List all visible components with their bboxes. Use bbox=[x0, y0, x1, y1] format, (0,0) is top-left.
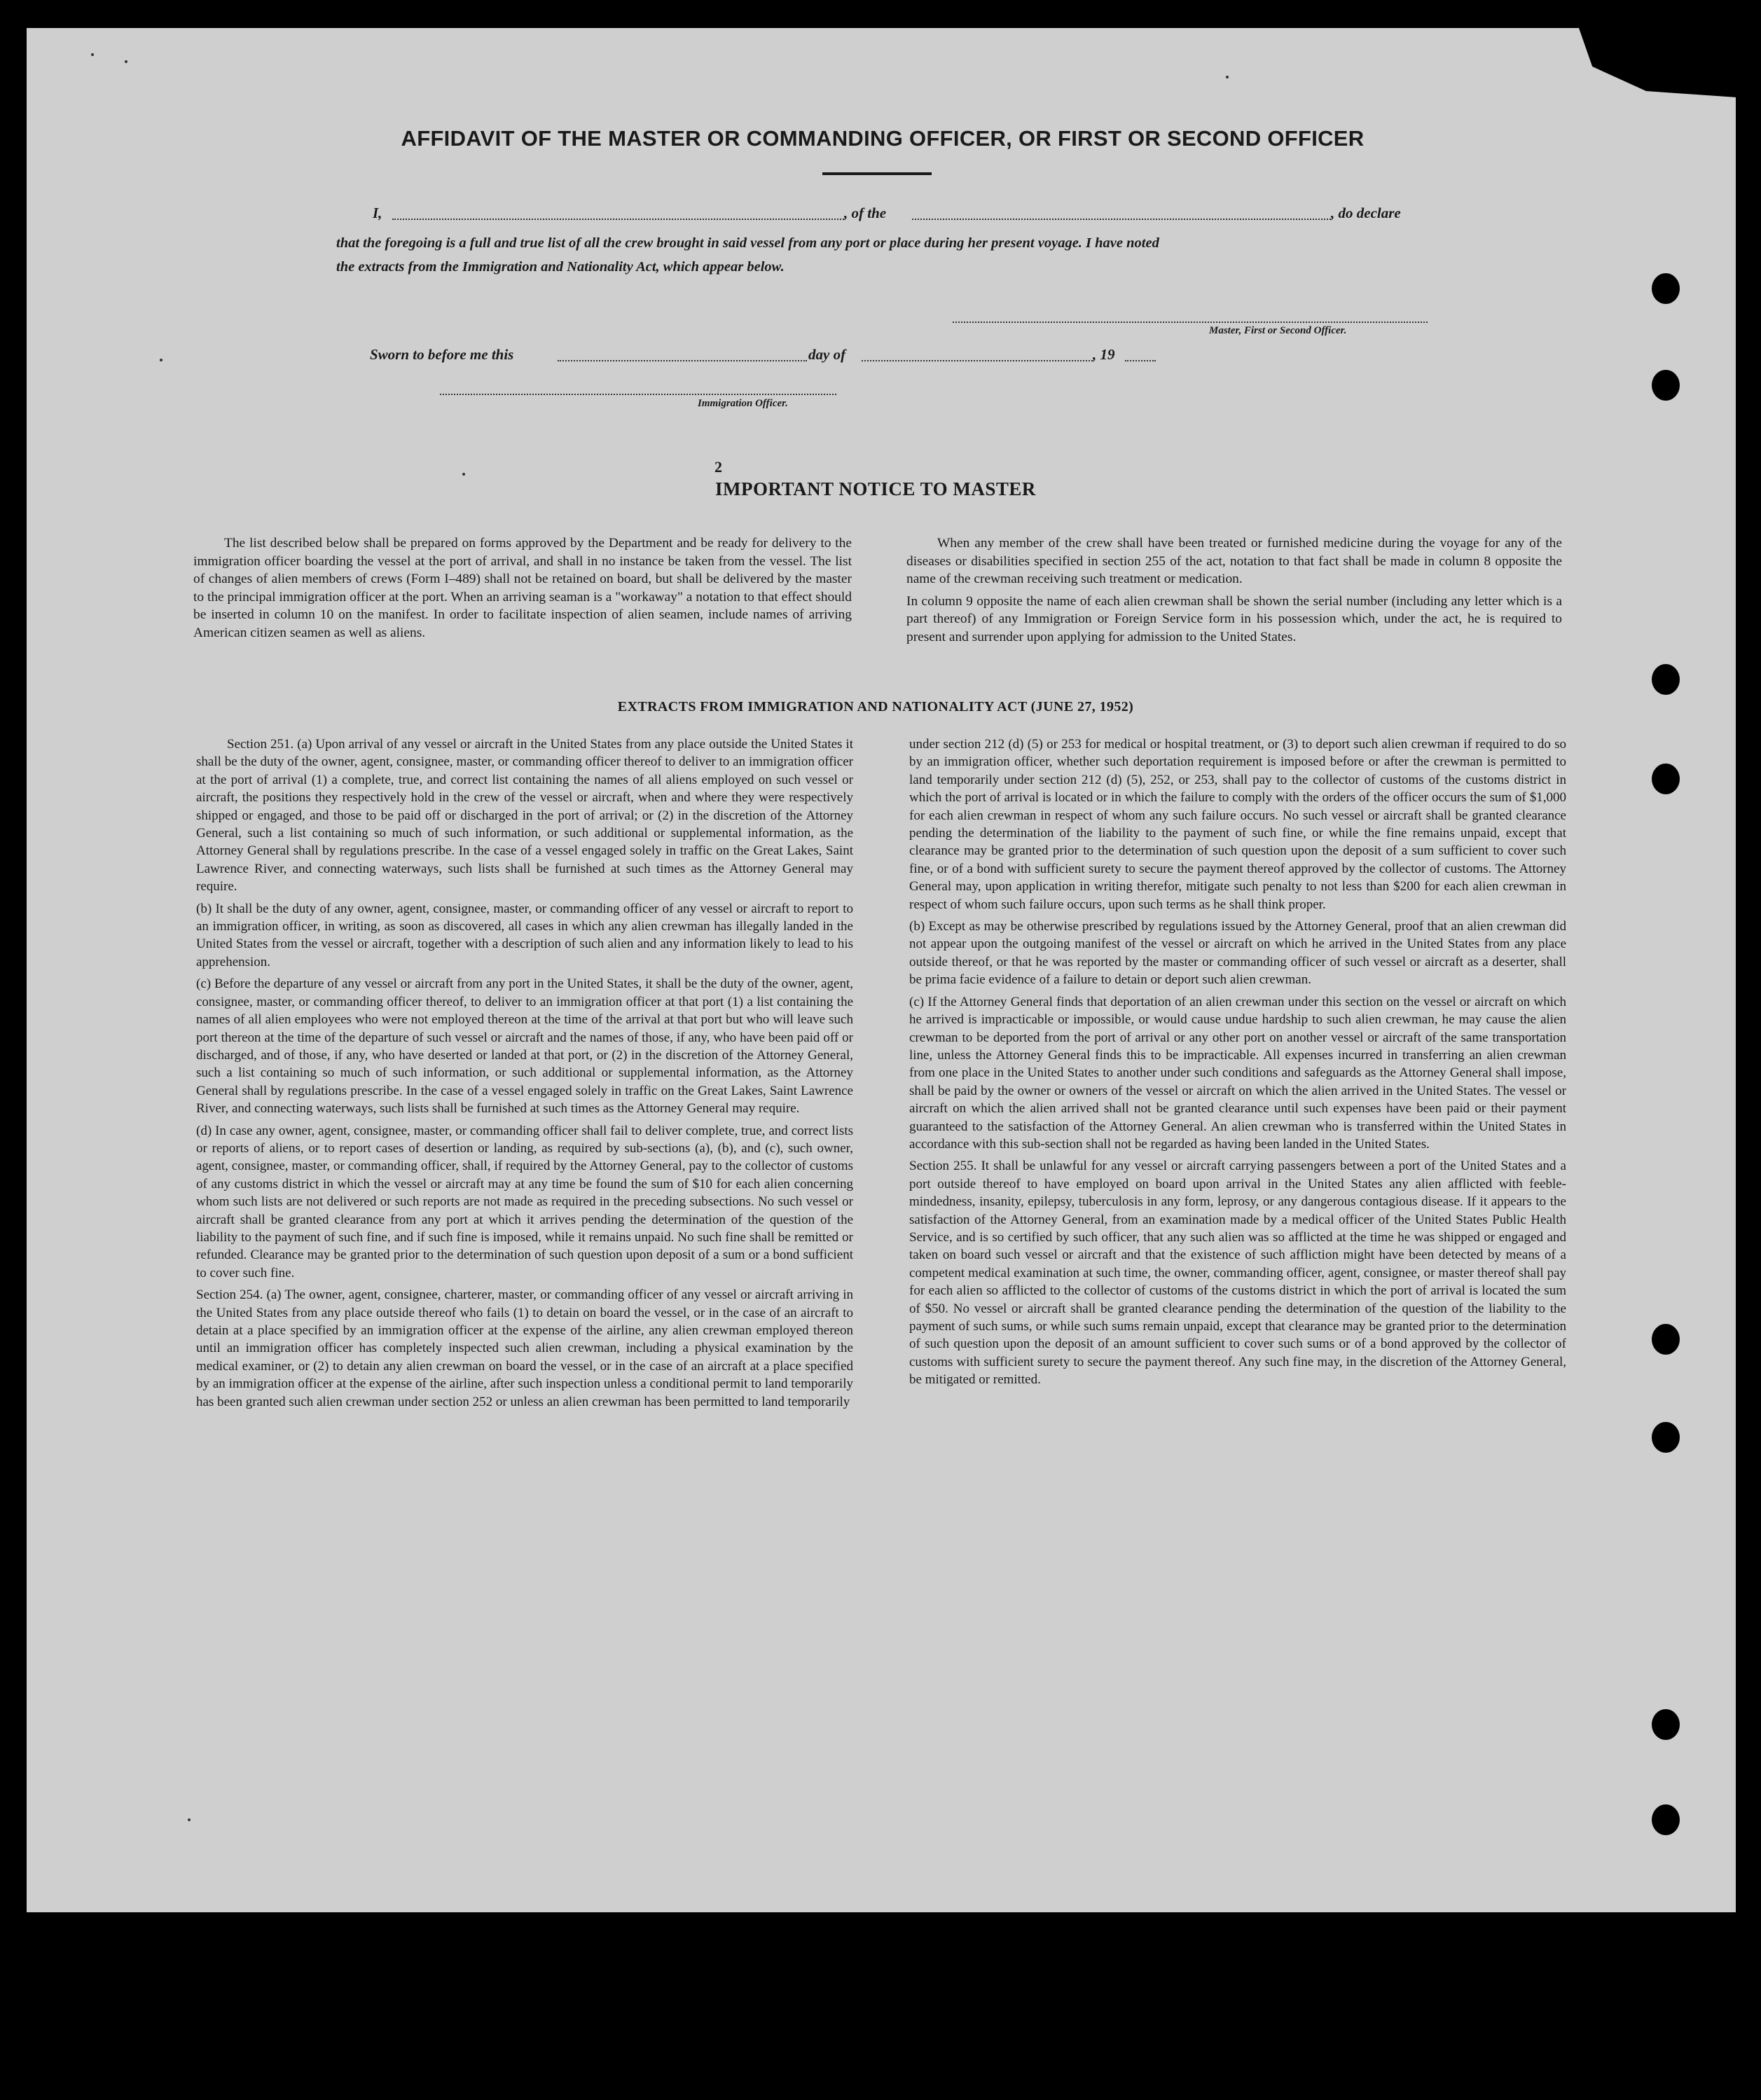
binder-hole bbox=[1652, 370, 1680, 401]
speck bbox=[188, 1818, 191, 1821]
affidavit-i-label: I, bbox=[373, 205, 382, 221]
notice-paragraph: When any member of the crew shall have been treated or furnished medicine during the voyage for any of the diseases or disabilities specified in section 255 of the act, notation to that fact shall be made in column 8 opposite the name of the crewman receiving such treatment or medication. bbox=[906, 536, 1562, 587]
act-paragraph: (b) It shall be the duty of any owner, agent, consignee, master, or commanding officer of any vessel or aircraft to report to an immigration officer, in writing, as soon as discovered, all cases in which any alien crewman has illegally landed in the United States from the vessel or aircraft, together with a description of such alien and any information likely to lead to his apprehension. bbox=[196, 901, 853, 969]
binder-hole bbox=[1652, 1422, 1680, 1453]
binder-hole bbox=[1652, 1804, 1680, 1835]
binder-hole bbox=[1652, 1709, 1680, 1740]
affidavit-title: AFFIDAVIT OF THE MASTER OR COMMANDING OFFICER, OR FIRST OR SECOND OFFICER bbox=[401, 126, 1365, 151]
sworn-label: Sworn to before me this bbox=[370, 346, 514, 363]
master-signature-label: Master, First or Second Officer. bbox=[1209, 325, 1347, 336]
do-declare-label: , do declare bbox=[1331, 205, 1401, 221]
immigration-officer-label: Immigration Officer. bbox=[698, 398, 788, 409]
act-paragraph: (c) Before the departure of any vessel or aircraft from any port in the United States, it shall be the duty of the owner, agent, consignee, master, or commanding officer thereof, to deliver to an immigration officer at that port (1) a list containing the names of all alien employees who were not employed thereon at the time of the arrival at that port but who will leave such port thereon at the time of the departure of such vessel or aircraft and the names of those, if any, who have been paid off or discharged, and of those, if any, who have deserted or landed at that port, or (2) in the discretion of the Attorney General, such a list containing so much of such information, or such additional or supplemental information, as the Attorney General shall by regulations prescribe. In the case of a vessel engaged solely in traffic on the Great Lakes, Saint Lawrence River, and connecting waterways, such lists shall be furnished at such times as the Attorney General may require. bbox=[196, 976, 853, 1117]
speck bbox=[125, 60, 127, 63]
declaration-line: that the foregoing is a full and true list of all the crew brought in said vessel from any port or place during her present voyage. I have noted bbox=[336, 235, 1159, 251]
act-paragraph: Section 254. (a) The owner, agent, consignee, charterer, master, or commanding officer of any vessel or aircraft arriving in the United States from any place outside thereof who fails (1) to detain on board the vessel, or in the case of an aircraft to detain at a place specified by an immigration officer at the expense of the airline, any alien crewman employed thereon until an immigration officer has completely inspected such alien crewman, including a physical examination by the medical examiner, or (2) to detain any alien crewman on board the vessel, or in the case of an aircraft at a place specified by an immigration officer at the expense of the airline, after such inspection unless a conditional permit to land temporarily has been granted such alien crewman under section 252 or unless an alien crewman has been permitted to land temporarily bbox=[196, 1287, 853, 1409]
name-field[interactable] bbox=[392, 219, 844, 220]
page-number: 2 bbox=[714, 458, 722, 476]
act-paragraph: Section 251. (a) Upon arrival of any vessel or aircraft in the United States from any place outside the United States it shall be the duty of the owner, agent, consignee, master, or commanding officer thereof to deliver to an immigration officer at the port of arrival (1) a complete, true, and correct list containing the names of all aliens employed on such vessel or aircraft, the positions they respectively hold in the crew of the vessel or aircraft, when and where they were respectively shipped or engaged, and those to be paid off or discharged in the port of arrival; or (2) in the discretion of the Attorney General, such a list containing so much of such information, or such additional or supplemental information, as the Attorney General shall by regulations prescribe. In the case of a vessel engaged solely in traffic on the Great Lakes, Saint Lawrence River, and connecting waterways, such lists shall be furnished at such times as the Attorney General may require. bbox=[196, 737, 853, 894]
extracts-left-column bbox=[196, 735, 853, 1411]
master-signature-line[interactable] bbox=[953, 322, 1428, 323]
notice-right-column bbox=[906, 534, 1562, 647]
sworn-month-field[interactable] bbox=[862, 360, 1093, 361]
sworn-day-field[interactable] bbox=[558, 360, 807, 361]
binder-hole bbox=[1652, 1324, 1680, 1355]
extracts-heading: EXTRACTS FROM IMMIGRATION AND NATIONALITY ACT (JUNE 27, 1952) bbox=[617, 699, 1134, 714]
speck bbox=[91, 53, 94, 56]
binder-hole bbox=[1652, 273, 1680, 304]
declaration-line: the extracts from the Immigration and Nationality Act, which appear below. bbox=[336, 259, 785, 275]
act-paragraph: (c) If the Attorney General finds that deportation of an alien crewman under this section on the vessel or aircraft on which he arrived is impracticable or impossible, or would cause undue hardship to such alien crewman, he may cause the alien crewman to be deported from the port of arrival or any other port on another vessel or aircraft of the same transportation line, unless the Attorney General finds this to be impracticable. All expenses incurred in transferring an alien crewman from one place in the United States to another under such conditions and safeguards as the Attorney General shall impose, shall be paid by the owner or owners of the vessel or aircraft on which the alien arrived in the United States. The vessel or aircraft on which the alien arrived shall not be granted clearance until such expenses have been paid or their payment guaranteed to the satisfaction of the Attorney General. An alien crewman who is transferred within the United States in accordance with this sub-section shall not be regarded as having been landed in the United States. bbox=[909, 994, 1566, 1152]
speck bbox=[160, 359, 163, 361]
day-of-label: day of bbox=[808, 346, 846, 363]
speck bbox=[462, 473, 465, 476]
act-paragraph: under section 212 (d) (5) or 253 for medical or hospital treatment, or (3) to deport such alien crewman if required to do so by an immigration officer, whether such deportation requirement is imposed before or after the crewman is permitted to land temporarily under section 212 (d) (5), 252, or 253, shall pay to the collector of customs of the customs district in which the port of arrival is located or in which the failure to comply with the orders of the officer occurs the sum of $1,000 for each alien crewman in respect of whom any such failure occurs. No such vessel or aircraft shall be granted clearance pending the determination of the liability to the payment of such fine, or while the fine remains unpaid, except that clearance may be granted prior to the determination of such question upon the deposit of a sum sufficient to cover such fine, or of a bond with sufficient surety to secure the payment thereof approved by the collector of customs. The Attorney General may, upon application in writing therefor, mitigate such penalty to not less than $200 for each alien crewman in respect of whom such failure occurs, upon such terms as he shall think proper. bbox=[909, 737, 1566, 912]
title-underline bbox=[822, 172, 932, 175]
notice-paragraph: In column 9 opposite the name of each alien crewman shall be shown the serial number (including any letter which is a part thereof) of any Immigration or Foreign Service form in his possession which, under the act, he is required to present and surrender upon applying for admission to the United States. bbox=[906, 593, 1562, 644]
notice-left-column bbox=[193, 534, 852, 642]
vessel-field[interactable] bbox=[912, 219, 1331, 220]
immigration-officer-signature-line[interactable] bbox=[440, 394, 836, 395]
notice-heading: IMPORTANT NOTICE TO MASTER bbox=[715, 478, 1036, 499]
notice-paragraph: The list described below shall be prepared on forms approved by the Department and be ready for delivery to the immigration officer boarding the vessel at the port of arrival, and shall in no instance be taken from the vessel. The list of changes of alien members of crews (Form I–489) shall not be retained on board, but shall be delivered by the master to the principal immigration officer at the port. When an arriving seaman is a "workaway" a notation to that effect should be inserted in column 10 on the manifest. In order to facilitate inspection of alien seamen, include names of arriving American citizen seamen as well as aliens. bbox=[193, 536, 852, 640]
speck bbox=[1226, 76, 1229, 78]
act-paragraph: (b) Except as may be otherwise prescribed by regulations issued by the Attorney General, proof that an alien crewman did not appear upon the outgoing manifest of the vessel or aircraft on which he arrived in the United States from any place outside thereof, or that he was reported by the master or commanding officer of such vessel or aircraft as a deserter, shall be prima facie evidence of a failure to detain or deport such alien crewman. bbox=[909, 919, 1566, 988]
binder-hole bbox=[1652, 764, 1680, 794]
extracts-right-column bbox=[909, 735, 1566, 1389]
sworn-year-field[interactable] bbox=[1125, 360, 1156, 361]
act-paragraph: (d) In case any owner, agent, consignee, master, or commanding officer shall fail to deliver complete, true, and correct lists or reports of aliens, or to report cases of desertion or landing, as required by sub-sections (a), (b), and (c), such owner, agent, consignee, master, or commanding officer, shall, if required by the Attorney General, pay to the collector of customs of any customs district in which the vessel or aircraft may at any time be found the sum of $10 for each alien concerning whom such lists are not delivered or such reports are not made as required in the preceding subsections. No such vessel or aircraft shall be granted clearance from any port at which it arrives pending the determination of the question of the liability to the payment of such fine, and if such fine is imposed, while it remains unpaid. No such fine shall be remitted or refunded. Clearance may be granted prior to the determination of such question upon deposit of a sum or a bond sufficient to cover such fine. bbox=[196, 1123, 853, 1280]
act-paragraph: Section 255. It shall be unlawful for any vessel or aircraft carrying passengers between a port of the United States and a port outside thereof to have employed on board upon arrival in the United States any alien afflicted with feeble-mindedness, insanity, epilepsy, tuberculosis in any form, leprosy, or any dangerous contagious disease. If it appears to the satisfaction of the Attorney General, from an examination made by a medical officer of the United States Public Health Service, and is so certified by such officer, that any such alien was so afflicted at the time he was shipped or engaged and taken on board such vessel or aircraft and that the existence of such affliction might have been detected by means of a competent medical examination at such time, the owner, commanding officer, agent, consignee, or master thereof shall pay for each alien so afflicted to the collector of customs of the customs district in which the port of arrival is located the sum of $50. No vessel or aircraft shall be granted clearance pending the determination of the question of the liability to the payment of such sums, or while such sums remain unpaid, except that clearance may be granted prior to the determination of such question upon the deposit of an amount sufficient to cover such sums or of a bond approved by the collector of customs with sufficient surety to secure the payment thereof. Any such fine may, in the discretion of the Attorney General, be mitigated or remitted. bbox=[909, 1159, 1566, 1388]
binder-hole bbox=[1652, 664, 1680, 695]
of-the-label: , of the bbox=[844, 205, 887, 221]
year-label: , 19 bbox=[1093, 346, 1115, 363]
